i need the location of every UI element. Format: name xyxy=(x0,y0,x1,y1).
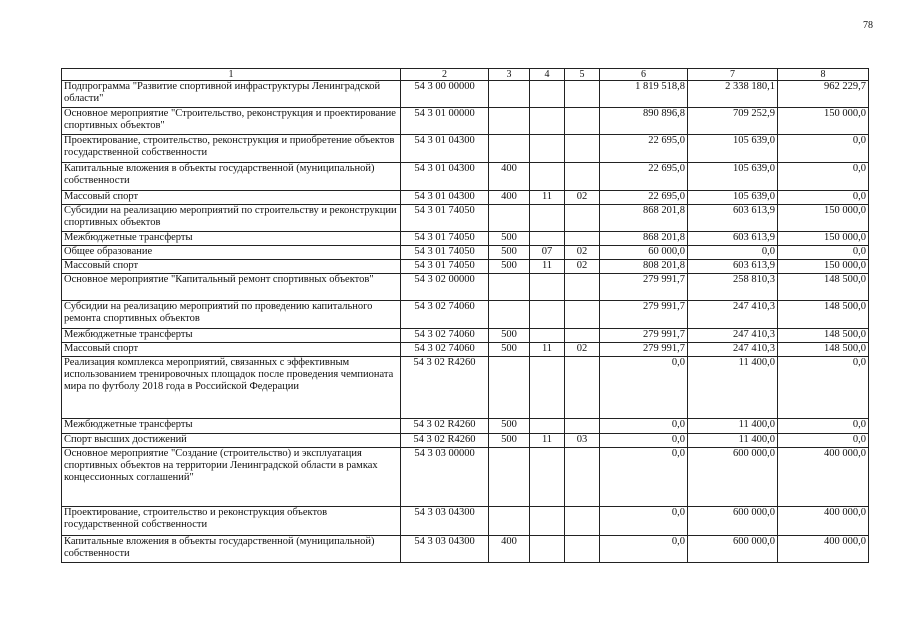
row-expense-type: 400 xyxy=(489,536,530,563)
row-value-6: 0,0 xyxy=(600,507,688,536)
column-header-7: 7 xyxy=(688,69,778,81)
table-row xyxy=(62,163,869,191)
table-row xyxy=(62,246,869,260)
column-header-6: 6 xyxy=(600,69,688,81)
row-expense-type xyxy=(489,108,530,135)
row-code: 54 3 02 R4260 xyxy=(401,357,489,419)
row-value-8: 150 000,0 xyxy=(778,260,869,274)
row-subsection xyxy=(565,135,600,163)
row-section xyxy=(530,135,565,163)
row-name: Капитальные вложения в объекты государственной (муниципальной) собственности xyxy=(62,163,401,191)
row-value-8: 148 500,0 xyxy=(778,343,869,357)
row-code: 54 3 02 74060 xyxy=(401,301,489,329)
row-value-7: 258 810,3 xyxy=(688,274,778,301)
row-subsection xyxy=(565,163,600,191)
table-row xyxy=(62,434,869,448)
row-name: Основное мероприятие "Капитальный ремонт спортивных объектов" xyxy=(62,274,401,301)
row-code: 54 3 02 R4260 xyxy=(401,434,489,448)
column-header-3: 3 xyxy=(489,69,530,81)
row-subsection xyxy=(565,329,600,343)
row-code: 54 3 01 74050 xyxy=(401,260,489,274)
row-expense-type: 500 xyxy=(489,260,530,274)
table-row xyxy=(62,260,869,274)
row-value-6: 0,0 xyxy=(600,357,688,419)
row-expense-type: 500 xyxy=(489,419,530,434)
row-name: Проектирование, строительство, реконструкция и приобретение объектов государственной собственности xyxy=(62,135,401,163)
row-name: Проектирование, строительство и реконструкция объектов государственной собственности xyxy=(62,507,401,536)
row-value-7: 2 338 180,1 xyxy=(688,81,778,108)
table-row xyxy=(62,357,869,419)
row-expense-type xyxy=(489,274,530,301)
row-section: 11 xyxy=(530,343,565,357)
row-value-7: 11 400,0 xyxy=(688,434,778,448)
table-row xyxy=(62,108,869,135)
row-expense-type xyxy=(489,301,530,329)
row-section xyxy=(530,232,565,246)
row-section: 11 xyxy=(530,434,565,448)
row-subsection xyxy=(565,536,600,563)
table-row xyxy=(62,343,869,357)
row-subsection xyxy=(565,357,600,419)
table-row xyxy=(62,81,869,108)
table-row xyxy=(62,191,869,205)
row-name: Капитальные вложения в объекты государственной (муниципальной) собственности xyxy=(62,536,401,563)
row-code: 54 3 00 00000 xyxy=(401,81,489,108)
row-expense-type xyxy=(489,135,530,163)
row-name: Основное мероприятие "Строительство, реконструкция и проектирование спортивных объектов" xyxy=(62,108,401,135)
row-value-7: 600 000,0 xyxy=(688,536,778,563)
row-subsection xyxy=(565,419,600,434)
row-code: 54 3 03 00000 xyxy=(401,448,489,507)
row-value-7: 105 639,0 xyxy=(688,191,778,205)
row-value-7: 600 000,0 xyxy=(688,448,778,507)
row-name: Подпрограмма "Развитие спортивной инфраструктуры Ленинградской области" xyxy=(62,81,401,108)
row-code: 54 3 02 74060 xyxy=(401,343,489,357)
row-name: Межбюджетные трансферты xyxy=(62,232,401,246)
row-section xyxy=(530,357,565,419)
row-expense-type: 500 xyxy=(489,246,530,260)
column-header-1: 1 xyxy=(62,69,401,81)
row-subsection xyxy=(565,81,600,108)
row-value-7: 247 410,3 xyxy=(688,301,778,329)
row-section: 11 xyxy=(530,191,565,205)
row-expense-type: 400 xyxy=(489,163,530,191)
row-value-8: 0,0 xyxy=(778,163,869,191)
row-subsection xyxy=(565,232,600,246)
row-expense-type: 500 xyxy=(489,232,530,246)
row-section xyxy=(530,329,565,343)
row-section xyxy=(530,81,565,108)
row-value-7: 105 639,0 xyxy=(688,163,778,191)
row-value-8: 0,0 xyxy=(778,135,869,163)
row-name: Массовый спорт xyxy=(62,343,401,357)
row-value-7: 0,0 xyxy=(688,246,778,260)
row-expense-type: 500 xyxy=(489,329,530,343)
row-subsection xyxy=(565,301,600,329)
row-value-8: 0,0 xyxy=(778,357,869,419)
column-header-2: 2 xyxy=(401,69,489,81)
row-subsection xyxy=(565,507,600,536)
row-code: 54 3 02 00000 xyxy=(401,274,489,301)
row-code: 54 3 03 04300 xyxy=(401,536,489,563)
row-value-8: 148 500,0 xyxy=(778,301,869,329)
row-expense-type: 400 xyxy=(489,191,530,205)
row-section xyxy=(530,163,565,191)
row-subsection: 03 xyxy=(565,434,600,448)
row-value-6: 868 201,8 xyxy=(600,232,688,246)
table-row xyxy=(62,205,869,232)
row-value-6: 808 201,8 xyxy=(600,260,688,274)
row-value-6: 279 991,7 xyxy=(600,329,688,343)
row-code: 54 3 01 74050 xyxy=(401,246,489,260)
column-header-8: 8 xyxy=(778,69,869,81)
row-value-6: 22 695,0 xyxy=(600,191,688,205)
row-subsection: 02 xyxy=(565,343,600,357)
row-name: Субсидии на реализацию мероприятий по проведению капитального ремонта спортивных объектов xyxy=(62,301,401,329)
row-expense-type xyxy=(489,205,530,232)
row-subsection xyxy=(565,205,600,232)
row-value-7: 603 613,9 xyxy=(688,232,778,246)
row-value-7: 709 252,9 xyxy=(688,108,778,135)
row-value-6: 1 819 518,8 xyxy=(600,81,688,108)
row-code: 54 3 01 00000 xyxy=(401,108,489,135)
table-row xyxy=(62,448,869,507)
row-section xyxy=(530,507,565,536)
row-section xyxy=(530,536,565,563)
row-value-8: 0,0 xyxy=(778,434,869,448)
row-value-8: 400 000,0 xyxy=(778,536,869,563)
table-row xyxy=(62,135,869,163)
row-code: 54 3 02 R4260 xyxy=(401,419,489,434)
row-value-7: 603 613,9 xyxy=(688,205,778,232)
row-value-6: 279 991,7 xyxy=(600,343,688,357)
row-subsection: 02 xyxy=(565,260,600,274)
row-subsection: 02 xyxy=(565,246,600,260)
row-subsection xyxy=(565,108,600,135)
row-section: 11 xyxy=(530,260,565,274)
row-value-8: 150 000,0 xyxy=(778,108,869,135)
row-expense-type xyxy=(489,507,530,536)
column-header-5: 5 xyxy=(565,69,600,81)
row-value-6: 0,0 xyxy=(600,419,688,434)
table-row xyxy=(62,232,869,246)
table-row xyxy=(62,536,869,563)
row-value-7: 11 400,0 xyxy=(688,419,778,434)
row-code: 54 3 03 04300 xyxy=(401,507,489,536)
row-subsection xyxy=(565,448,600,507)
row-subsection xyxy=(565,274,600,301)
table-row xyxy=(62,329,869,343)
row-value-6: 868 201,8 xyxy=(600,205,688,232)
row-value-8: 0,0 xyxy=(778,246,869,260)
budget-table xyxy=(61,68,869,563)
row-value-8: 0,0 xyxy=(778,419,869,434)
row-value-6: 0,0 xyxy=(600,536,688,563)
row-name: Межбюджетные трансферты xyxy=(62,329,401,343)
row-name: Реализация комплекса мероприятий, связанных с эффективным использованием тренировочных площадок после проведения чемпионата мира по футболу 2018 года в Российской Федерации xyxy=(62,357,401,419)
row-expense-type xyxy=(489,81,530,108)
row-value-7: 600 000,0 xyxy=(688,507,778,536)
row-value-6: 22 695,0 xyxy=(600,135,688,163)
row-value-7: 105 639,0 xyxy=(688,135,778,163)
row-value-6: 0,0 xyxy=(600,434,688,448)
row-value-7: 603 613,9 xyxy=(688,260,778,274)
row-value-6: 22 695,0 xyxy=(600,163,688,191)
row-name: Спорт высших достижений xyxy=(62,434,401,448)
row-value-6: 279 991,7 xyxy=(600,301,688,329)
row-expense-type xyxy=(489,448,530,507)
row-code: 54 3 01 74050 xyxy=(401,205,489,232)
row-section xyxy=(530,419,565,434)
row-expense-type: 500 xyxy=(489,343,530,357)
row-code: 54 3 01 04300 xyxy=(401,135,489,163)
row-value-8: 400 000,0 xyxy=(778,448,869,507)
row-value-8: 150 000,0 xyxy=(778,205,869,232)
row-value-6: 0,0 xyxy=(600,448,688,507)
row-section xyxy=(530,448,565,507)
row-section xyxy=(530,301,565,329)
row-value-7: 247 410,3 xyxy=(688,343,778,357)
row-name: Субсидии на реализацию мероприятий по строительству и реконструкции спортивных объектов xyxy=(62,205,401,232)
row-code: 54 3 01 04300 xyxy=(401,163,489,191)
table-row xyxy=(62,301,869,329)
column-header-4: 4 xyxy=(530,69,565,81)
row-value-8: 962 229,7 xyxy=(778,81,869,108)
row-subsection: 02 xyxy=(565,191,600,205)
row-section xyxy=(530,274,565,301)
page-number: 78 xyxy=(863,20,873,31)
row-value-8: 150 000,0 xyxy=(778,232,869,246)
header-row xyxy=(62,69,869,81)
table-row xyxy=(62,274,869,301)
row-value-8: 0,0 xyxy=(778,191,869,205)
row-section: 07 xyxy=(530,246,565,260)
row-code: 54 3 01 74050 xyxy=(401,232,489,246)
row-value-7: 11 400,0 xyxy=(688,357,778,419)
row-value-8: 148 500,0 xyxy=(778,274,869,301)
row-section xyxy=(530,108,565,135)
row-value-7: 247 410,3 xyxy=(688,329,778,343)
row-expense-type xyxy=(489,357,530,419)
row-value-8: 148 500,0 xyxy=(778,329,869,343)
row-name: Межбюджетные трансферты xyxy=(62,419,401,434)
table-row xyxy=(62,507,869,536)
row-value-6: 60 000,0 xyxy=(600,246,688,260)
row-name: Массовый спорт xyxy=(62,191,401,205)
row-name: Массовый спорт xyxy=(62,260,401,274)
row-section xyxy=(530,205,565,232)
row-code: 54 3 02 74060 xyxy=(401,329,489,343)
table-row xyxy=(62,419,869,434)
row-value-6: 890 896,8 xyxy=(600,108,688,135)
row-name: Общее образование xyxy=(62,246,401,260)
row-value-8: 400 000,0 xyxy=(778,507,869,536)
row-expense-type: 500 xyxy=(489,434,530,448)
row-name: Основное мероприятие "Создание (строительство) и эксплуатация спортивных объектов на территории Ленинградской области в рамках концессионных соглашений" xyxy=(62,448,401,507)
row-value-6: 279 991,7 xyxy=(600,274,688,301)
row-code: 54 3 01 04300 xyxy=(401,191,489,205)
